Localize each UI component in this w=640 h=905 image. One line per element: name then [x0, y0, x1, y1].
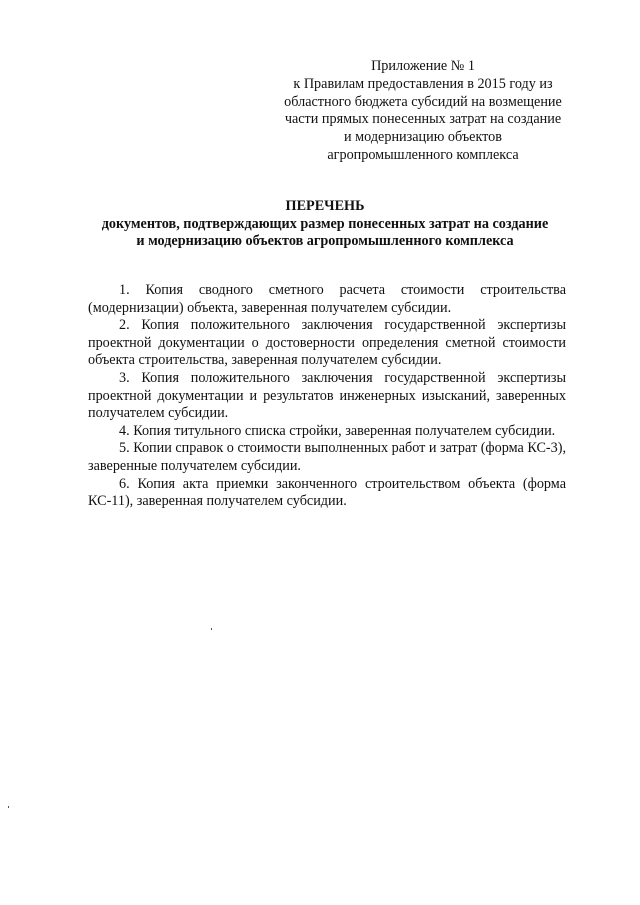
scan-speck: [211, 628, 212, 630]
appendix-number: Приложение № 1: [371, 58, 475, 74]
documents-list: [88, 282, 566, 511]
appendix-line: и модернизацию объектов: [344, 129, 502, 146]
title-subtitle-line: и модернизацию объектов агропромышленного комплекса: [136, 233, 514, 249]
scan-speck: [8, 806, 9, 808]
document-title: [70, 198, 580, 251]
appendix-line: к Правилам предоставления в 2015 году из: [293, 75, 553, 92]
appendix-line: части прямых понесенных затрат на создание: [284, 111, 562, 128]
appendix-line: областного бюджета субсидий на возмещение: [284, 93, 562, 110]
list-item-3: 3. Копия положительного заключения государственной экспертизы проектной документации и результатов инженерных изысканий, заверенных получателем субсидии.: [88, 369, 566, 422]
title-subtitle-line: документов, подтверждающих размер понесенных затрат на создание: [101, 215, 549, 232]
list-item-6: 6. Копия акта приемки законченного строительством объекта (форма КС-11), заверенная получателем субсидии.: [88, 475, 566, 510]
list-item-1: 1. Копия сводного сметного расчета стоимости строительства (модернизации) объекта, заверенная получателем субсидии.: [88, 282, 566, 316]
list-item-5: 5. Копии справок о стоимости выполненных работ и затрат (форма КС-3), заверенные получателем субсидии.: [88, 440, 566, 474]
appendix-line: агропромышленного комплекса: [327, 146, 519, 163]
list-item-4: 4. Копия титульного списка стройки, заверенная получателем субсидии.: [119, 422, 556, 439]
title-heading: ПЕРЕЧЕНЬ: [285, 198, 365, 214]
list-item-2: 2. Копия положительного заключения государственной экспертизы проектной документации о достоверности определения сметной стоимости объекта строительства, заверенная получателем субсидии.: [88, 317, 566, 369]
appendix-header: [268, 58, 578, 165]
